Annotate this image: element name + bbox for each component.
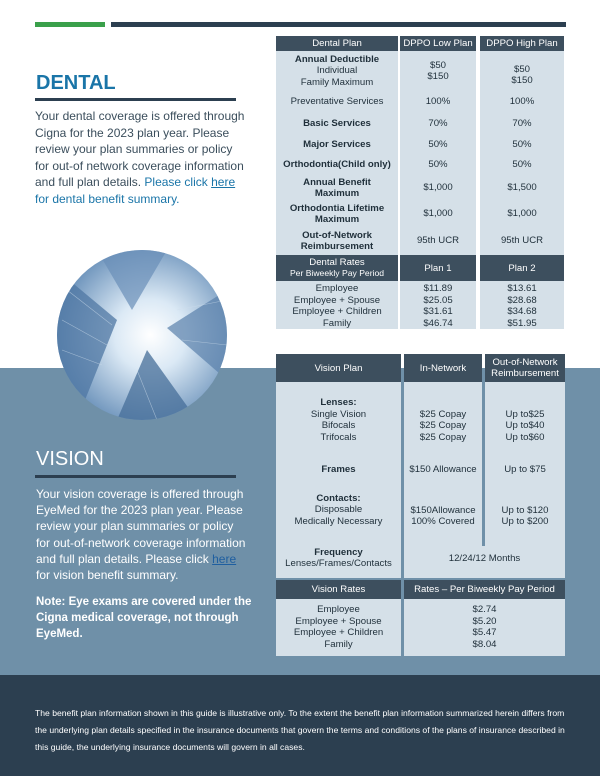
vision-lenses-out <box>485 408 565 444</box>
label: Family Maximum <box>300 76 374 88</box>
vision-rate-labels <box>276 599 401 656</box>
label: Single Vision <box>310 408 367 420</box>
value: Up to $120 <box>501 504 549 516</box>
dental-low-preventative: 100% <box>425 96 451 108</box>
dental-col-high <box>480 51 564 255</box>
label: Disposable <box>314 504 363 516</box>
vision-header-plan: Vision Plan <box>276 354 401 382</box>
dental-intro-text: Your dental coverage is offered through Cigna for the 2023 plan year. Please review your plan summaries or policy for out-of network coverage information and full plan details. <box>35 109 245 189</box>
dental-high-lifetime: $1,000 <box>507 208 537 220</box>
dental-row-basic-label: Basic Services <box>303 118 371 130</box>
label: Reimbursement <box>300 241 374 252</box>
label: Orthodontia Lifetime <box>289 202 385 214</box>
vision-frequency-label <box>276 546 401 570</box>
dental-link[interactable]: here <box>211 175 236 189</box>
footer <box>0 675 600 776</box>
value: $150 <box>427 71 449 82</box>
dental-low-basic: 70% <box>428 118 448 130</box>
label: Contacts: <box>316 492 361 504</box>
rate-value: $2.74 <box>472 604 497 615</box>
rate-value: $34.68 <box>507 306 537 317</box>
dental-row-oon-label <box>276 227 398 255</box>
vision-lenses-label <box>276 396 401 444</box>
vision-contacts-label <box>276 492 401 528</box>
vision-rates-header: Vision Rates <box>276 580 401 599</box>
label: Maximum <box>314 214 360 225</box>
rate-label: Employee <box>317 604 360 615</box>
dental-row-deductible-label <box>276 51 398 91</box>
value: Up to$40 <box>505 420 545 432</box>
rate-value: $46.74 <box>423 317 453 329</box>
vision-contacts-out <box>485 504 565 528</box>
label: Out-of-Network <box>302 229 372 241</box>
label: Lenses/Frames/Contacts <box>285 558 392 569</box>
dental-plan1-rates <box>400 281 476 329</box>
dental-title: DENTAL <box>36 72 116 94</box>
label: Maximum <box>314 188 360 199</box>
dental-low-annual: $1,000 <box>423 182 453 194</box>
vision-frames-label: Frames <box>321 464 356 476</box>
vision-header-out <box>485 354 565 382</box>
value: $25 Copay <box>419 420 467 432</box>
dental-link-pre: Please click <box>144 175 212 189</box>
vision-col-in <box>404 382 482 546</box>
vision-contacts-in <box>404 504 482 528</box>
rate-value: $5.47 <box>472 627 497 639</box>
dental-row-lifetime-label <box>276 201 398 227</box>
dental-low-lifetime: $1,000 <box>423 208 453 220</box>
dental-header-plan: Dental Plan <box>276 36 398 51</box>
rate-label: Employee + Children <box>293 627 384 639</box>
vision-frames-out: Up to $75 <box>504 464 546 476</box>
dental-high-deductible <box>480 51 564 91</box>
dental-rate-labels <box>276 281 398 329</box>
label: Reimbursement <box>491 368 559 379</box>
label: Lenses: <box>320 397 357 408</box>
dental-row-major-label: Major Services <box>303 139 371 151</box>
rate-label: Employee + Spouse <box>293 294 381 306</box>
dental-rates-header <box>276 255 398 281</box>
accent-bar-navy <box>111 22 566 27</box>
value: 100% Covered <box>411 516 475 527</box>
dental-header-high: DPPO High Plan <box>480 36 564 51</box>
rate-value: $28.68 <box>507 294 537 306</box>
rate-value: $5.20 <box>472 615 497 627</box>
dental-plan2-rates <box>480 281 564 329</box>
label: Trifocals <box>320 431 357 443</box>
rate-label: Employee + Children <box>292 306 382 317</box>
value: $50 <box>513 63 530 75</box>
dental-rule <box>35 98 236 101</box>
dental-row-ortho-label: Orthodontia(Child only) <box>283 159 391 171</box>
vision-lenses-in <box>404 408 482 444</box>
value: $25 Copay <box>419 431 467 443</box>
dental-high-oon: 95th UCR <box>500 235 544 247</box>
dental-col-low <box>400 51 476 255</box>
vision-intro <box>36 486 246 583</box>
dental-col-label <box>276 51 398 255</box>
dental-plan2-header: Plan 2 <box>480 255 564 281</box>
vision-frequency-value: 12/24/12 Months <box>448 553 521 565</box>
dental-row-preventative-label: Preventative Services <box>290 96 384 108</box>
label: Individual <box>316 65 358 77</box>
vision-note: Note: Eye exams are covered under the Cigna medical coverage, not through EyeMed. <box>36 596 252 640</box>
rate-value: $8.04 <box>472 638 497 650</box>
skyscraper-image <box>57 250 227 420</box>
dental-high-annual: $1,500 <box>507 182 537 194</box>
value: Up to$25 <box>505 408 545 420</box>
dental-high-ortho: 50% <box>512 159 532 171</box>
dental-high-preventative: 100% <box>509 96 535 108</box>
vision-title: VISION <box>36 448 104 470</box>
vision-intro-post: for vision benefit summary. <box>36 568 179 583</box>
dental-link-post: for dental benefit summary. <box>35 191 180 206</box>
rate-value: $13.61 <box>507 283 537 294</box>
dental-low-oon: 95th UCR <box>416 235 460 247</box>
rate-label: Employee + Spouse <box>295 615 382 627</box>
value: Up to $200 <box>501 516 549 527</box>
value: $150Allowance <box>410 504 476 516</box>
rate-value: $11.89 <box>423 283 453 294</box>
dental-low-major: 50% <box>428 139 448 151</box>
vision-intro-text: Your vision coverage is offered through EyeMed for the 2023 plan year. Please review your plan summaries or policy for out-of-network coverage information and full plan details. Please click <box>36 487 246 566</box>
label: Per Biweekly Pay Period <box>289 268 385 278</box>
vision-rates-header2: Rates – Per Biweekly Pay Period <box>404 580 565 599</box>
value: $150 <box>511 75 533 86</box>
vision-rule <box>35 475 236 478</box>
dental-high-basic: 70% <box>512 118 532 130</box>
label: Medically Necessary <box>294 515 383 527</box>
dental-row-annual-label <box>276 175 398 201</box>
vision-frequency-value-cell <box>404 546 565 578</box>
vision-col-label <box>276 382 401 578</box>
dental-plan1-header: Plan 1 <box>400 255 476 281</box>
footer-disclaimer: The benefit plan information shown in this guide is illustrative only. To the extent the benefit plan information summarized herein differs from the underlying plan details specified in the insurance documents that govern the terms and conditions of the plans of insurance described in this guide, the underlying insurance documents will govern in all cases. <box>35 708 565 752</box>
rate-value: $51.95 <box>507 317 537 329</box>
label: Bifocals <box>321 420 356 431</box>
dental-low-ortho: 50% <box>428 159 448 171</box>
dental-high-major: 50% <box>512 139 532 151</box>
value: $25 Copay <box>419 408 467 420</box>
vision-header-in: In-Network <box>404 354 482 382</box>
rate-label: Employee <box>315 283 359 294</box>
label: Annual Deductible <box>294 53 380 65</box>
label: Dental Rates <box>309 257 365 268</box>
dental-header-low: DPPO Low Plan <box>400 36 476 51</box>
accent-bar-green <box>35 22 105 27</box>
vision-rate-values <box>404 599 565 656</box>
value: Up to$60 <box>505 431 545 443</box>
rate-value: $31.61 <box>423 306 453 317</box>
label: Frequency <box>314 546 363 558</box>
rate-value: $25.05 <box>423 294 453 306</box>
rate-label: Family <box>322 317 352 329</box>
vision-link[interactable]: here <box>212 551 237 566</box>
label: Out-of-Network <box>492 357 558 368</box>
label: Annual Benefit <box>303 176 371 188</box>
vision-col-out <box>485 382 565 546</box>
dental-low-deductible <box>400 51 476 91</box>
dental-intro <box>35 108 247 207</box>
value: $50 <box>429 59 446 71</box>
vision-frames-in: $150 Allowance <box>409 464 477 476</box>
rate-label: Family <box>324 638 353 650</box>
